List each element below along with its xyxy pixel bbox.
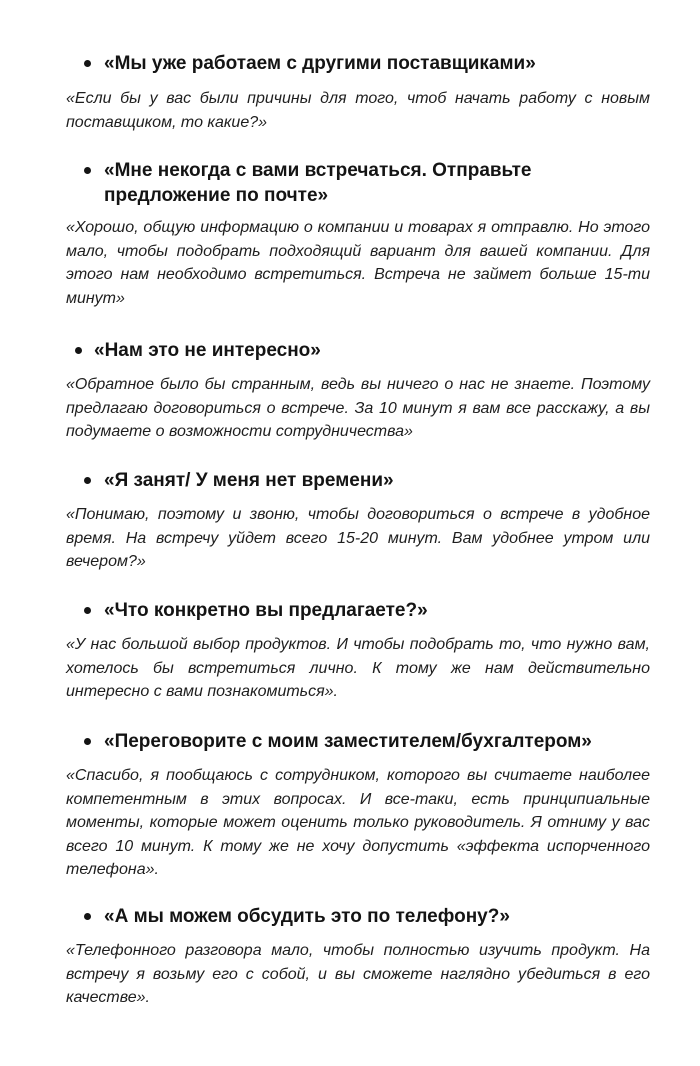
objection-text: «Нам это не интересно»	[94, 340, 321, 361]
bullet-icon	[75, 347, 82, 354]
objection-text: «Переговорите с моим заместителем/бухгалтером»	[104, 731, 592, 752]
objection-heading	[0, 338, 700, 363]
response-text: «Обратное было бы странным, ведь вы ничего о нас не знаете. Поэтому предлагаю договориться о встрече. За 10 минут я вам все расскажу, а вы подумаете о возможности сотрудничества»	[66, 376, 650, 440]
response-text: «У нас большой выбор продуктов. И чтобы подобрать то, что нужно вам, хотелось бы встретиться лично. К тому же нам действительно интересно с вами познакомиться».	[66, 636, 650, 700]
objection-block	[0, 729, 700, 882]
objection-heading	[0, 51, 700, 76]
bullet-icon	[84, 607, 91, 614]
objection-block	[0, 338, 700, 444]
objection-heading	[0, 598, 700, 623]
objection-heading	[0, 729, 700, 754]
response-text: «Хорошо, общую информацию о компании и товарах я отправлю. Но этого мало, чтобы подобрать подходящий вариант для вашей компании. Для этого нам необходимо встретиться. Встреча не займет больше 15-ти минут»	[66, 219, 650, 307]
objection-heading	[0, 468, 700, 493]
objection-text: «Мы уже работаем с другими поставщиками»	[104, 53, 536, 74]
bullet-icon	[84, 60, 91, 67]
objection-block	[0, 904, 700, 1010]
objection-text: «Что конкретно вы предлагаете?»	[104, 600, 428, 621]
response-text: «Телефонного разговора мало, чтобы полностью изучить продукт. На встречу я возьму его с собой, и вы сможете наглядно убедиться в его качестве».	[66, 942, 650, 1006]
objection-heading	[0, 904, 700, 929]
objection-text: «А мы можем обсудить это по телефону?»	[104, 906, 510, 927]
objection-block	[0, 598, 700, 704]
objection-block	[0, 158, 700, 310]
bullet-icon	[84, 167, 91, 174]
response-text: «Спасибо, я пообщаюсь с сотрудником, которого вы считаете наиболее компетентным в этих вопросах. И все-таки, есть принципиальные моменты, которые может оценить только руководитель. Я отниму у вас всего 10 минут. К тому же не хочу допустить «эффекта испорченного телефона».	[66, 767, 650, 878]
response-text: «Понимаю, поэтому и звоню, чтобы договориться о встрече в удобное время. На встречу уйдет всего 15-20 минут. Вам удобнее утром или вечером?»	[66, 506, 650, 570]
objection-block	[0, 51, 700, 134]
bullet-icon	[84, 913, 91, 920]
bullet-icon	[84, 738, 91, 745]
objection-text: «Мне некогда с вами встречаться. Отправьте предложение по почте»	[104, 160, 532, 206]
objection-heading	[0, 158, 700, 208]
objection-text: «Я занят/ У меня нет времени»	[104, 470, 394, 491]
response-text: «Если бы у вас были причины для того, чтоб начать работу с новым поставщиком, то какие?»	[66, 90, 650, 131]
objection-block	[0, 468, 700, 574]
bullet-icon	[84, 477, 91, 484]
